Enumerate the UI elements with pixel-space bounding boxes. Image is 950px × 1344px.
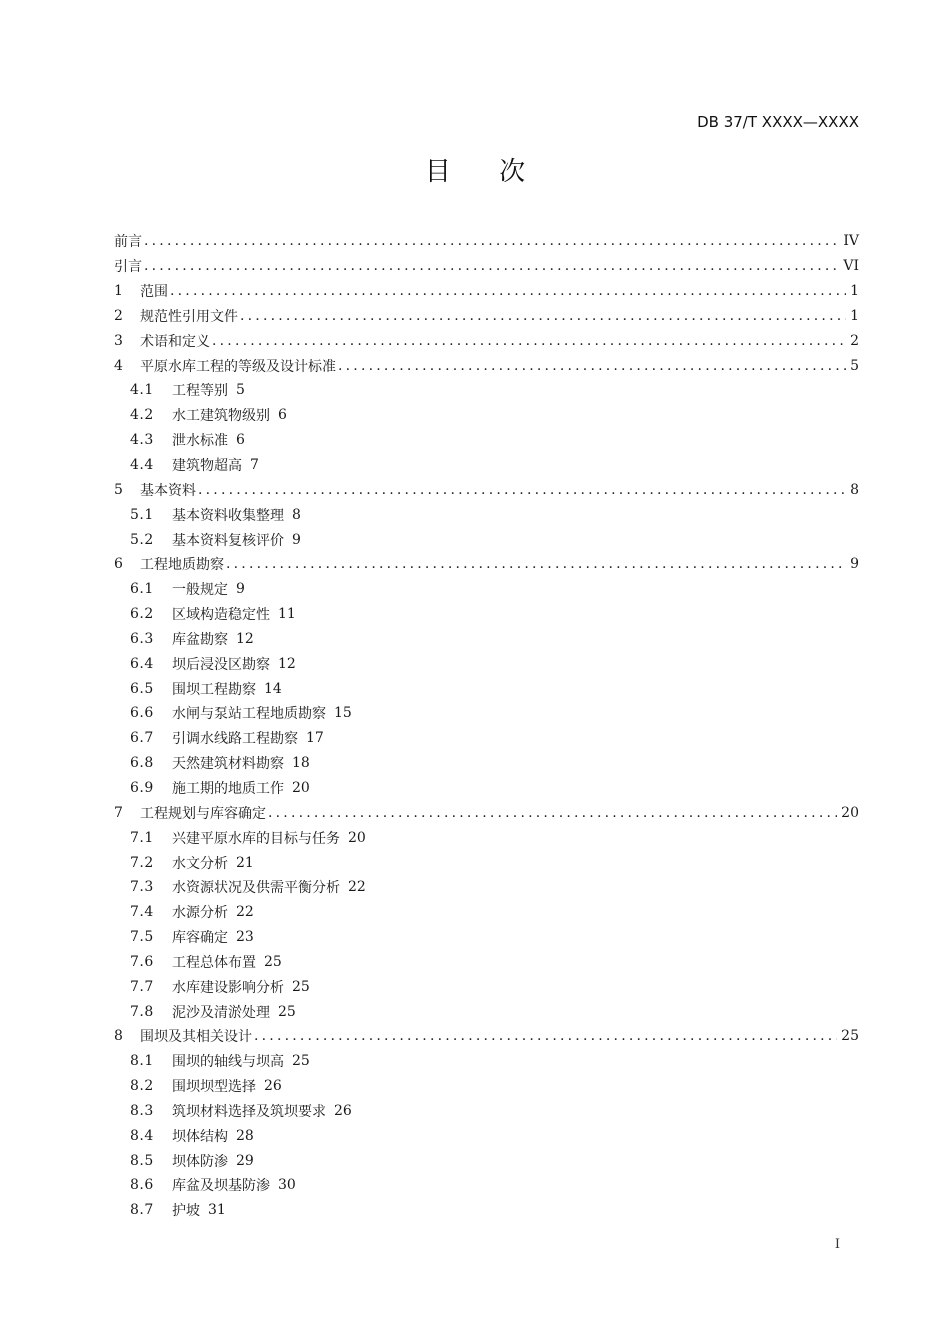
toc-entry-title: 平原水库工程的等级及设计标准	[140, 358, 336, 375]
toc-subentry[interactable]	[114, 825, 859, 850]
toc-subentry[interactable]	[114, 776, 859, 801]
toc-entry-title: 库盆勘察	[172, 631, 228, 648]
toc-subentry[interactable]	[114, 1049, 859, 1074]
toc-entry-number: 6.7	[130, 730, 154, 747]
toc-entry-number: 5.1	[130, 506, 154, 523]
toc-subentry[interactable]	[114, 999, 859, 1024]
toc-entry[interactable]	[114, 800, 859, 825]
toc-entry-page: 1	[850, 307, 859, 324]
dot-leader	[212, 332, 846, 350]
toc-subentry[interactable]	[114, 1099, 859, 1124]
toc-entry-page: 14	[264, 680, 282, 697]
toc-entry[interactable]	[114, 229, 859, 254]
toc-subentry[interactable]	[114, 726, 859, 751]
toc-entry-title: 施工期的地质工作	[172, 780, 284, 797]
toc-subentry[interactable]	[114, 527, 859, 552]
toc-entry-number: 7.3	[130, 879, 154, 896]
page-number: I	[834, 1237, 840, 1252]
toc-entry-number: 7.4	[130, 904, 154, 921]
toc-entry-number: 7.7	[130, 978, 154, 995]
toc-entry-page: 25	[264, 953, 282, 970]
toc-entry-number: 6.3	[130, 630, 154, 647]
toc-subentry[interactable]	[114, 925, 859, 950]
toc-entry-number: 5.2	[130, 531, 154, 548]
toc-entry-page: 12	[278, 655, 296, 672]
toc-entry-page: 25	[841, 1028, 859, 1045]
toc-subentry[interactable]	[114, 602, 859, 627]
toc-entry-title: 水资源状况及供需平衡分析	[172, 880, 340, 897]
toc-entry-number: 8.3	[130, 1102, 154, 1119]
toc-entry-page: 9	[850, 556, 859, 573]
dot-leader	[254, 1027, 837, 1045]
toc-entry[interactable]	[114, 353, 859, 378]
dot-leader	[240, 307, 846, 325]
toc-entry-title: 工程总体布置	[172, 954, 256, 971]
toc-entry-title: 引言	[114, 259, 142, 276]
toc-entry-title: 水闸与泵站工程地质勘察	[172, 706, 326, 723]
toc-subentry[interactable]	[114, 1148, 859, 1173]
toc-entry-number: 8.5	[130, 1152, 154, 1169]
toc-entry-title: 工程等别	[172, 383, 228, 400]
toc-subentry[interactable]	[114, 1074, 859, 1099]
toc-entry-page: 2	[850, 332, 859, 349]
toc-entry-number: 5	[114, 481, 123, 498]
toc-subentry[interactable]	[114, 502, 859, 527]
toc-entry-page: 1	[850, 283, 859, 300]
toc-entry-number: 7.1	[130, 829, 154, 846]
toc-entry-title: 泥沙及清淤处理	[172, 1004, 270, 1021]
toc-entry[interactable]	[114, 552, 859, 577]
toc-entry-page: 9	[292, 531, 301, 548]
toc-entry-number: 8.2	[130, 1078, 154, 1095]
toc-entry-title: 兴建平原水库的目标与任务	[172, 830, 340, 847]
toc-entry-page: 8	[292, 506, 301, 523]
toc-entry-page: VI	[843, 258, 859, 275]
toc-entry[interactable]	[114, 279, 859, 304]
toc-entry-number: 6.2	[130, 606, 154, 623]
toc-entry-number: 8.6	[130, 1177, 154, 1194]
toc-entry-number: 4.1	[130, 382, 154, 399]
toc-entry-title: 坝体防渗	[172, 1153, 228, 1170]
table-of-contents	[114, 229, 859, 1223]
toc-subentry[interactable]	[114, 875, 859, 900]
toc-subentry[interactable]	[114, 974, 859, 999]
toc-entry-title: 术语和定义	[140, 333, 210, 350]
toc-entry-title: 水文分析	[172, 855, 228, 872]
toc-entry[interactable]	[114, 1024, 859, 1049]
toc-entry-number: 4.4	[130, 457, 154, 474]
toc-entry-page: 8	[850, 481, 859, 498]
toc-entry-title: 工程规划与库容确定	[140, 805, 266, 822]
toc-entry-page: 22	[236, 904, 254, 921]
toc-entry-number: 8	[114, 1028, 123, 1045]
page-title: 目 次	[424, 157, 546, 187]
toc-entry-page: 31	[208, 1202, 226, 1219]
toc-subentry[interactable]	[114, 900, 859, 925]
toc-subentry[interactable]	[114, 1198, 859, 1223]
toc-entry-page: 29	[236, 1152, 254, 1169]
toc-entry-page: 17	[306, 730, 324, 747]
toc-entry-page: 28	[236, 1127, 254, 1144]
toc-entry-page: 25	[278, 1003, 296, 1020]
toc-entry-number: 8.7	[130, 1202, 154, 1219]
toc-entry-number: 7	[114, 804, 123, 821]
toc-entry-title: 库容确定	[172, 930, 228, 947]
toc-entry-page: 9	[236, 581, 245, 598]
toc-entry-title: 引调水线路工程勘察	[172, 731, 298, 748]
toc-entry-page: 25	[292, 978, 310, 995]
toc-entry-page: 18	[292, 755, 310, 772]
toc-entry-number: 2	[114, 307, 123, 324]
toc-entry[interactable]	[114, 304, 859, 329]
dot-leader	[144, 232, 839, 250]
toc-entry-title: 泄水标准	[172, 433, 228, 450]
toc-entry-number: 8.1	[130, 1053, 154, 1070]
toc-entry-number: 8.4	[130, 1127, 154, 1144]
toc-entry-page: 6	[278, 407, 287, 424]
toc-entry-number: 3	[114, 332, 123, 349]
toc-entry-number: 7.5	[130, 929, 154, 946]
toc-entry-number: 6.8	[130, 755, 154, 772]
toc-entry-page: 20	[292, 779, 310, 796]
toc-subentry[interactable]	[114, 751, 859, 776]
toc-entry-title: 围坝工程勘察	[172, 681, 256, 698]
dot-leader	[338, 357, 846, 375]
toc-subentry[interactable]	[114, 627, 859, 652]
toc-entry-title: 围坝坝型选择	[172, 1079, 256, 1096]
toc-entry-number: 6.4	[130, 655, 154, 672]
toc-entry-page: 25	[292, 1053, 310, 1070]
toc-entry-title: 基本资料	[140, 482, 196, 499]
toc-entry-page: 6	[236, 432, 245, 449]
toc-entry-page: 22	[348, 879, 366, 896]
toc-entry-page: IV	[843, 233, 859, 250]
dot-leader	[268, 804, 837, 822]
toc-entry-title: 围坝及其相关设计	[140, 1029, 252, 1046]
toc-entry-title: 围坝的轴线与坝高	[172, 1054, 284, 1071]
toc-entry-page: 15	[334, 705, 352, 722]
dot-leader	[198, 481, 846, 499]
toc-entry-number: 7.6	[130, 953, 154, 970]
toc-entry-title: 工程地质勘察	[140, 557, 224, 574]
toc-entry-title: 建筑物超高	[172, 458, 242, 475]
toc-subentry[interactable]	[114, 949, 859, 974]
toc-entry-title: 前言	[114, 234, 142, 251]
toc-subentry[interactable]	[114, 453, 859, 478]
toc-subentry[interactable]	[114, 1173, 859, 1198]
toc-entry-number: 4	[114, 357, 123, 374]
toc-entry-title: 水库建设影响分析	[172, 979, 284, 996]
toc-entry-number: 7.2	[130, 854, 154, 871]
toc-entry-title: 区域构造稳定性	[172, 607, 270, 624]
toc-entry-title: 坝体结构	[172, 1128, 228, 1145]
toc-entry-page: 20	[841, 804, 859, 821]
toc-entry-number: 6.5	[130, 680, 154, 697]
toc-entry-number: 6.6	[130, 705, 154, 722]
dot-leader	[226, 555, 846, 573]
toc-subentry[interactable]	[114, 428, 859, 453]
toc-entry-number: 6.1	[130, 581, 154, 598]
toc-subentry[interactable]	[114, 676, 859, 701]
toc-entry-page: 12	[236, 630, 254, 647]
toc-entry-title: 库盆及坝基防渗	[172, 1178, 270, 1195]
toc-entry-page: 11	[278, 606, 296, 623]
toc-entry-title: 护坡	[172, 1203, 200, 1220]
toc-subentry[interactable]	[114, 850, 859, 875]
toc-subentry[interactable]	[114, 651, 859, 676]
toc-entry-title: 基本资料复核评价	[172, 532, 284, 549]
toc-entry-page: 20	[348, 829, 366, 846]
toc-entry-title: 筑坝材料选择及筑坝要求	[172, 1103, 326, 1120]
toc-entry-number: 6	[114, 556, 123, 573]
toc-entry-page: 7	[250, 457, 259, 474]
toc-entry-title: 水工建筑物级别	[172, 408, 270, 425]
toc-entry-title: 坝后浸没区勘察	[172, 656, 270, 673]
dot-leader	[170, 282, 846, 300]
toc-entry-number: 7.8	[130, 1003, 154, 1020]
toc-entry-title: 天然建筑材料勘察	[172, 756, 284, 773]
toc-entry-number: 6.9	[130, 779, 154, 796]
toc-subentry[interactable]	[114, 701, 859, 726]
toc-subentry[interactable]	[114, 378, 859, 403]
toc-entry-number: 1	[114, 283, 123, 300]
toc-entry-page: 5	[850, 357, 859, 374]
toc-subentry[interactable]	[114, 403, 859, 428]
toc-entry[interactable]	[114, 254, 859, 279]
toc-entry-title: 范围	[140, 284, 168, 301]
toc-entry-title: 规范性引用文件	[140, 308, 238, 325]
toc-entry-page: 21	[236, 854, 254, 871]
toc-entry-title: 一般规定	[172, 582, 228, 599]
document-code: DB 37/T XXXX—XXXX	[697, 113, 859, 131]
toc-entry-title: 基本资料收集整理	[172, 507, 284, 524]
toc-entry-page: 23	[236, 929, 254, 946]
toc-entry-page: 30	[278, 1177, 296, 1194]
toc-subentry[interactable]	[114, 1123, 859, 1148]
toc-subentry[interactable]	[114, 577, 859, 602]
dot-leader	[144, 257, 839, 275]
toc-entry-page: 26	[264, 1078, 282, 1095]
toc-entry-number: 4.2	[130, 407, 154, 424]
toc-entry-page: 5	[236, 382, 245, 399]
toc-entry-number: 4.3	[130, 432, 154, 449]
toc-entry[interactable]	[114, 328, 859, 353]
toc-entry[interactable]	[114, 477, 859, 502]
toc-entry-page: 26	[334, 1102, 352, 1119]
toc-entry-title: 水源分析	[172, 905, 228, 922]
